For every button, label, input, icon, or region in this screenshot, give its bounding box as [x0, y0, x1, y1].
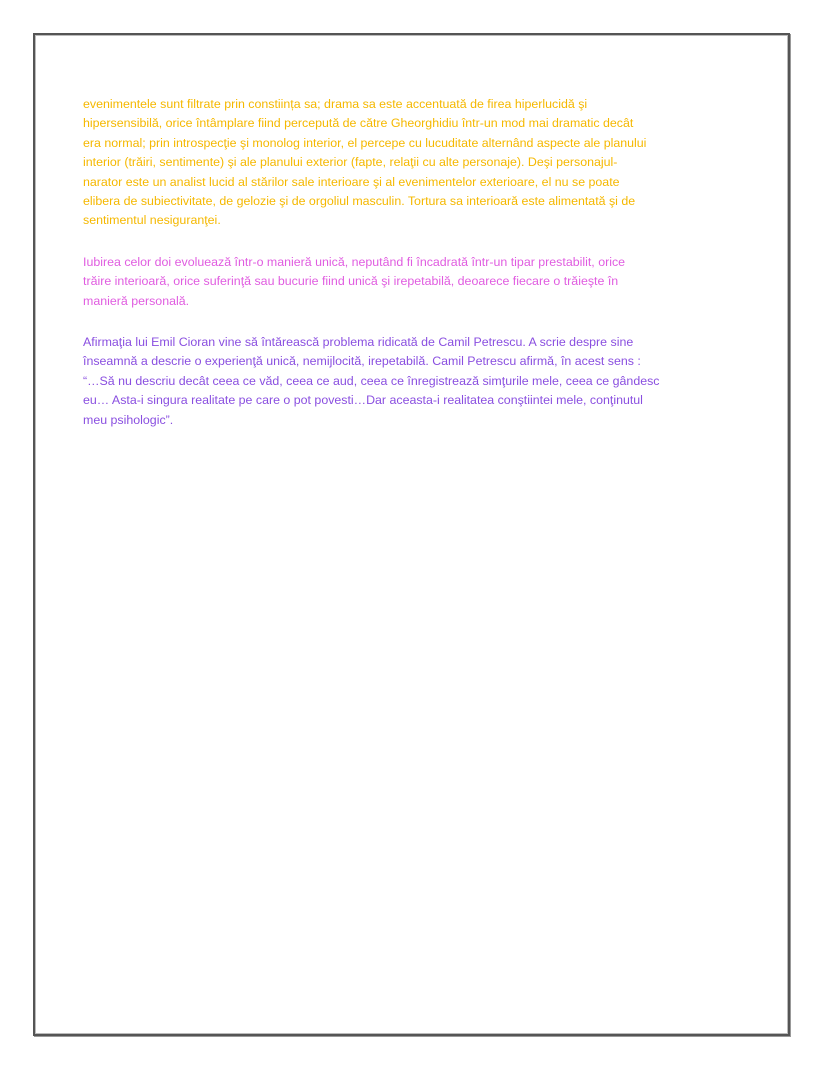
text-line: înseamnă a descrie o experienţă unică, nemijlocită, irepetabilă. Camil Petrescu afirmă, în acest sens : — [83, 354, 641, 369]
text-line: hipersensibilă, orice întâmplare fiind percepută de către Gheorghidiu într-un mod mai dramatic decât — [83, 116, 634, 131]
text-line: manieră personală. — [83, 293, 190, 308]
text-line: meu psihologic”. — [83, 412, 174, 427]
text-line: interior (trăiri, sentimente) şi ale planului exterior (fapte, relaţii cu alte personaje). Deşi personajul- — [83, 155, 618, 170]
text-line: era normal; prin introspecţie şi monolog interior, el percepe cu lucuditate alternând aspecte ale planului — [83, 135, 647, 150]
text-line: narator este un analist lucid al stărilor sale interioare şi al evenimentelor exterioare, el nu se poate — [83, 174, 620, 189]
text-line: Iubirea celor doi evoluează într-o manieră unică, neputând fi încadrată într-un tipar prestabilit, orice — [83, 254, 626, 269]
paragraph-gheorghidiu-analysis — [83, 95, 743, 231]
text-line: trăire interioară, orice suferinţă sau bucurie fiind unică şi irepetabilă, deoarece fiecare o trăieşte în — [83, 274, 619, 289]
text-line: elibera de subiectivitate, de gelozie şi de orgoliul masculin. Tortura sa interioară este alimentată şi de — [83, 194, 636, 209]
text-line: evenimentele sunt filtrate prin constiința sa; drama sa este accentuată de firea hiperlucidă şi — [83, 97, 588, 111]
paragraph-cioran-quote — [83, 333, 743, 430]
text-line: sentimentul nesiguranţei. — [83, 213, 221, 228]
text-line: Afirmaţia lui Emil Cioran vine să întărească problema ridicată de Camil Petrescu. A scrie despre sine — [83, 335, 634, 350]
text-line: eu… Asta-i singura realitate pe care o pot povesti…Dar aceasta-i realitatea conştiintei mele, conţinutul — [83, 393, 643, 408]
document-body — [83, 95, 743, 452]
text-line: “…Să nu descriu decât ceea ce văd, ceea ce aud, ceea ce înregistrează simţurile mele, ceea ce gândesc — [83, 373, 660, 388]
paragraph-love-uniqueness — [83, 253, 743, 311]
